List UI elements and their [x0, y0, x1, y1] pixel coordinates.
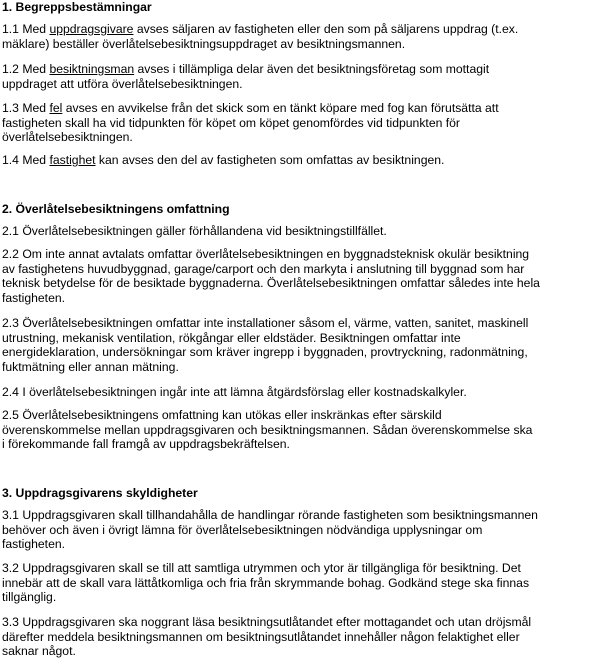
text-run: behöver och även i övrigt lämna för överlåtelsebesiktningen nödvändiga upplysningar om [2, 522, 483, 537]
paragraph-line [2, 408, 588, 423]
paragraph-line [2, 316, 588, 331]
defined-term: fastighet [49, 153, 96, 167]
text-run: kan avses den del av fastigheten som omfattas av besiktningen. [95, 153, 445, 167]
paragraph-line [2, 262, 588, 277]
paragraph-line [2, 437, 588, 452]
paragraph [2, 316, 588, 374]
defined-term: besiktningsman [49, 62, 135, 76]
text-run: innebär att de skall vara lättåtkomliga och fria från skrymmande bohag. Godkänd stege ska finnas [2, 575, 530, 590]
paragraph [2, 153, 588, 168]
paragraph-line [2, 615, 588, 630]
paragraph-line [2, 101, 588, 116]
text-run: teknisk betydelse för de besiktade byggnaderna. Överlåtelsebesiktningen omfattar således inte hela [2, 276, 540, 291]
text-run: överlåtelsebesiktningen. [2, 130, 133, 145]
text-run: mäklare) beställer överlåtelsebesiktningsuppdraget av besiktningsmannen. [2, 36, 406, 51]
text-run: utrustning, mekanisk ventilation, rökgångar eller eldstäder. Besiktningen omfattar inte [2, 330, 461, 345]
paragraph-line [2, 644, 588, 659]
paragraph-line [2, 130, 588, 145]
paragraph-line [2, 247, 588, 262]
text-run: fastigheten skall ha vid tidpunkten för köpet om köpet genomfördes vid tidpunkten för [2, 115, 460, 130]
text-run: 1.2 Med [2, 62, 50, 76]
paragraph-line [2, 576, 588, 591]
paragraph [2, 508, 588, 552]
paragraph-line [2, 276, 588, 291]
text-run: fastigheten. [2, 537, 66, 552]
paragraph-line [2, 508, 588, 523]
text-run: 3.2 Uppdragsgivaren skall se till att samtliga utrymmen och ytor är tillgängliga för besiktning. Det [2, 561, 521, 575]
paragraph [2, 408, 588, 452]
text-run: därefter meddela besiktningsmannen om besiktningsutlåtandet innehåller någon felaktighet eller [2, 629, 520, 644]
text-run: 2.3 Överlåtelsebesiktningen omfattar inte installationer såsom el, värme, vatten, sanitet, maskinell [2, 316, 529, 330]
text-run: 3.1 Uppdragsgivaren skall tillhandahålla de handlingar rörande fastigheten som besiktningsmannen [2, 508, 538, 522]
text-run: 1.1 Med [2, 22, 50, 36]
text-run: avses i tillämpliga delar även det besiktningsföretag som mottagit [134, 62, 490, 76]
text-run: 2.4 I överlåtelsebesiktningen ingår inte att lämna åtgärdsförslag eller kostnadskalkyler. [2, 385, 467, 399]
defined-term: uppdragsgivare [49, 22, 134, 36]
text-run: i förekommande fall framgå av uppdragsbekräftelsen. [2, 437, 290, 452]
paragraph-line [2, 62, 588, 77]
paragraph [2, 385, 588, 400]
text-run: saknar något. [2, 644, 76, 659]
text-run: fuktmätning eller annan mätning. [2, 359, 179, 374]
text-run: 3.3 Uppdragsgivaren ska noggrant läsa besiktningsutlåtandet efter mottagandet och utan dröjsmål [2, 615, 532, 629]
paragraph [2, 224, 588, 239]
text-run: fastigheten. [2, 290, 66, 305]
paragraph-line [2, 116, 588, 131]
paragraph-line [2, 153, 588, 168]
paragraph-line [2, 77, 588, 92]
paragraph-line [2, 291, 588, 306]
paragraph [2, 22, 588, 51]
text-run: 2.2 Om inte annat avtalats omfattar överlåtelsebesiktningen en byggnadsteknisk okulär besiktning [2, 247, 530, 261]
text-run: av fastighetens huvudbyggnad, garage/carport och den markyta i anslutning till byggnad som har [2, 261, 525, 276]
paragraph-line [2, 331, 588, 346]
section-heading: 1. Begreppsbestämningar [2, 0, 152, 14]
text-run: 1.4 Med [2, 153, 50, 167]
text-run: 2.5 Överlåtelsebesiktningens omfattning kan utökas eller inskränkas efter särskild [2, 408, 442, 422]
paragraph-line [2, 224, 588, 239]
paragraph-line [2, 22, 588, 37]
paragraph [2, 561, 588, 605]
paragraph-line [2, 360, 588, 375]
text-run: uppdraget att utföra överlåtelsebesiktningen. [2, 76, 243, 91]
text-run: energideklaration, undersökningar som kräver ingrepp i byggnaden, provtryckning, radonmätning, [2, 345, 528, 360]
text-run: överenskommelse mellan uppdragsgivaren och besiktningsmannen. Sådan överenskommelse ska [2, 422, 533, 437]
text-run: 1.3 Med [2, 101, 50, 115]
paragraph [2, 615, 588, 659]
text-run: tillgänglig. [2, 590, 57, 605]
section-heading: 3. Uppdragsgivarens skyldigheter [2, 486, 198, 500]
paragraph-line [2, 345, 588, 360]
text-run: 2.1 Överlåtelsebesiktningen gäller förhållandena vid besiktningstillfället. [2, 224, 387, 238]
paragraph-line [2, 630, 588, 645]
paragraph [2, 101, 588, 145]
paragraph [2, 62, 588, 91]
paragraph-line [2, 423, 588, 438]
section-heading: 2. Överlåtelsebesiktningens omfattning [2, 202, 230, 216]
paragraph-line [2, 537, 588, 552]
text-run: avses säljaren av fastigheten eller den som på säljarens uppdrag (t.ex. [133, 22, 519, 36]
paragraph [2, 247, 588, 305]
paragraph-line [2, 37, 588, 52]
paragraph-line [2, 590, 588, 605]
paragraph-line [2, 561, 588, 576]
text-run: avses en avvikelse från det skick som en tänkt köpare med fog kan förutsätta att [62, 101, 499, 115]
paragraph-line [2, 385, 588, 400]
paragraph-line [2, 523, 588, 538]
defined-term: fel [49, 101, 63, 115]
